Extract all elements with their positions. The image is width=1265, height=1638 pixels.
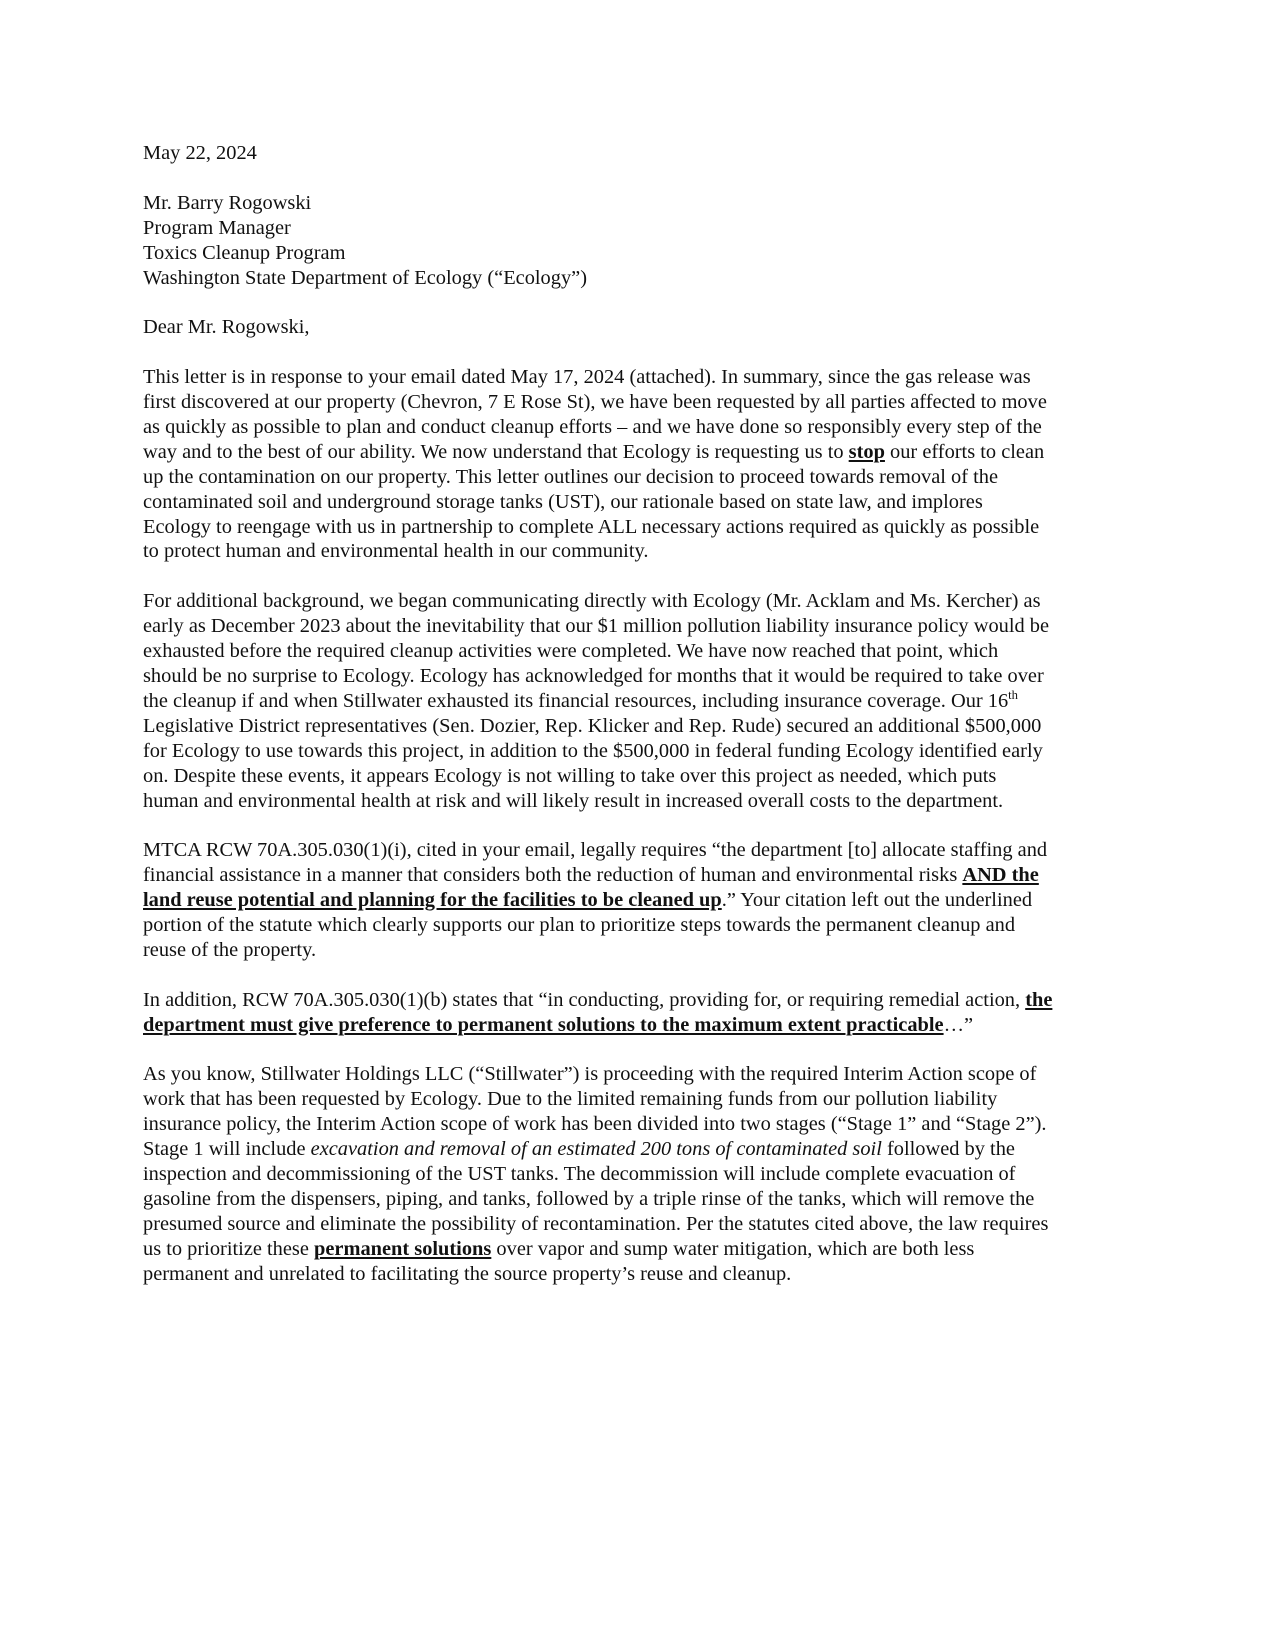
letter-paragraph: [143, 838, 1055, 963]
letter-paragraphs: [143, 365, 1055, 1286]
emphasis-bold-underline: the department must give preference to permanent solutions to the maximum extent practicable: [143, 988, 1053, 1036]
emphasis-bold-underline: AND the land reuse potential and planning for the facilities to be cleaned up: [143, 864, 1039, 912]
ordinal-superscript: th: [1008, 688, 1018, 703]
letter-paragraph: [143, 365, 1055, 564]
letter-paragraph: [143, 1062, 1055, 1286]
recipient-agency: Washington State Department of Ecology (“Ecology”): [143, 266, 587, 289]
text-run: As you know, Stillwater Holdings LLC (“Stillwater”) is proceeding with the required Interim Action scope of work that has been requested by Ecology. Due to the limited remaining funds from our pollution liability insurance policy, the Interim Action scope of work has been divided into two stages (“Stage 1” and “Stage 2”). Stage 1 will include: [143, 1063, 1047, 1161]
letter-body: [143, 141, 1055, 1287]
letter-date: May 22, 2024: [143, 142, 257, 164]
letter-paragraph: [143, 589, 1055, 813]
text-run: …”: [943, 1013, 974, 1036]
spacer-after-salutation: [143, 340, 1055, 365]
emphasis-bold-underline: stop: [848, 440, 885, 463]
text-run: Legislative District representatives (Sen. Dozier, Rep. Klicker and Rep. Rude) secured an additional $500,000 for Ecology to use towards this project, in addition to the $500,000 in federal funding Ecology identified early on. Despite these events, it appears Ecology is not willing to take over this project as needed, which puts human and environmental health at risk and will likely result in increased overall costs to the department.: [143, 714, 1043, 812]
text-run: over vapor and sump water mitigation, which are both less permanent and unrelated to facilitating the source property’s reuse and cleanup.: [143, 1237, 975, 1285]
spacer-after-date: [143, 166, 1055, 191]
text-run: followed by the inspection and decommissioning of the UST tanks. The decommission will include complete evacuation of gasoline from the dispensers, piping, and tanks, followed by a triple rinse of the tanks, which will remove the presumed source and eliminate the possibility of recontamination. Per the statutes cited above, the law requires us to prioritize these: [143, 1138, 1049, 1260]
text-run: our efforts to clean up the contamination on our property. This letter outlines our decision to proceed towards removal of the contaminated soil and underground storage tanks (UST), our rationale based on state law, and implores Ecology to reengage with us in partnership to complete ALL necessary actions required as quickly as possible to protect human and environmental health in our community.: [143, 440, 1045, 563]
text-run: .” Your citation left out the underlined portion of the statute which clearly supports our plan to prioritize steps towards the permanent cleanup and reuse of the property.: [143, 889, 1033, 961]
text-run: In addition, RCW 70A.305.030(1)(b) states that “in conducting, providing for, or requiring remedial action,: [143, 988, 1026, 1011]
recipient-title: Program Manager: [143, 216, 291, 239]
letter-paragraph: [143, 988, 1055, 1038]
recipient-department: Toxics Cleanup Program: [143, 241, 346, 264]
emphasis-italic: excavation and removal of an estimated 200 tons of contaminated soil: [310, 1138, 882, 1161]
text-run: This letter is in response to your email dated May 17, 2024 (attached). In summary, since the gas release was first discovered at our property (Chevron, 7 E Rose St), we have been requested by all parties affected to move as quickly as possible to plan and conduct cleanup efforts – and we have done so responsibly every step of the way and to the best of our ability. We now understand that Ecology is requesting us to: [143, 366, 1047, 463]
spacer-after-address: [143, 290, 1055, 315]
salutation: Dear Mr. Rogowski,: [143, 316, 310, 339]
text-run: MTCA RCW 70A.305.030(1)(i), cited in your email, legally requires “the department [to] allocate staffing and financial assistance in a manner that considers both the reduction of human and environmental risks: [143, 839, 1048, 887]
recipient-name: Mr. Barry Rogowski: [143, 191, 312, 214]
text-run: For additional background, we began communicating directly with Ecology (Mr. Acklam and Ms. Kercher) as early as December 2023 about the inevitability that our $1 million pollution liability insurance policy would be exhausted before the required cleanup activities were completed. We have now reached that point, which should be no surprise to Ecology. Ecology has acknowledged for months that it would be required to take over the cleanup if and when Stillwater exhausted its financial resources, including insurance coverage. Our 16: [143, 590, 1050, 712]
emphasis-bold-underline: permanent solutions: [314, 1237, 492, 1260]
